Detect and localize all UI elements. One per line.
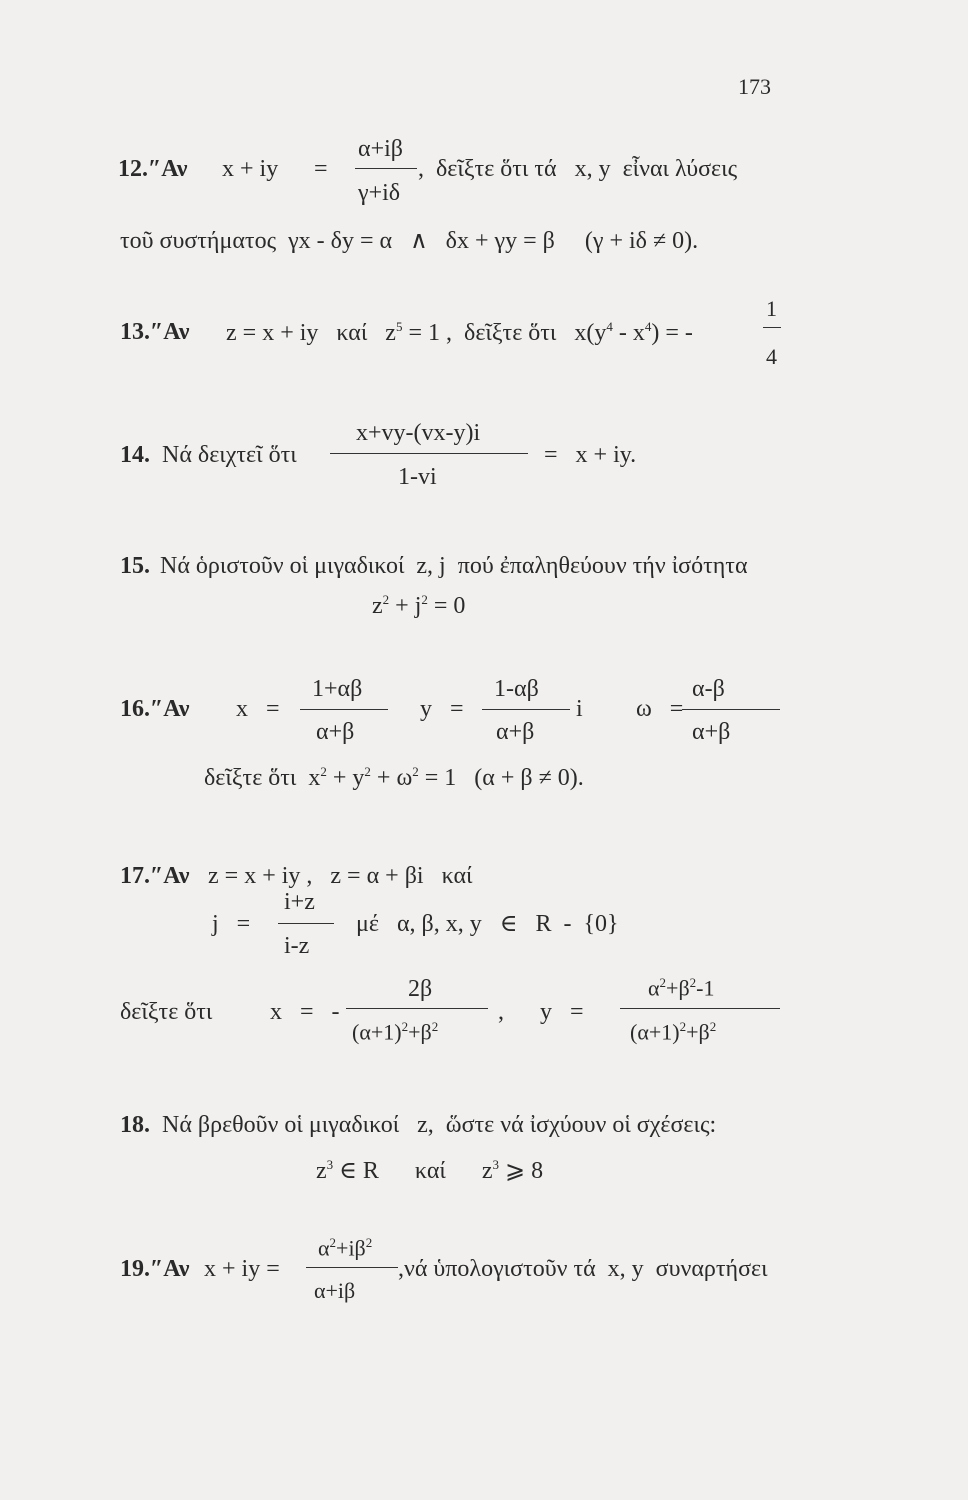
fraction-denominator: α+β (496, 719, 535, 745)
exponent: 3 (492, 1157, 499, 1172)
imaginary-unit: i (576, 696, 583, 722)
equation-part: + ω (370, 765, 413, 791)
statement-text (204, 765, 584, 790)
equation-part: = 1 , δεῖξτε ὅτι x(y (402, 320, 607, 346)
exponent: 2 (320, 764, 327, 779)
exponent: 2 (364, 764, 371, 779)
fraction-numerator: 1-αβ (494, 676, 539, 702)
fraction-denominator (630, 1020, 716, 1043)
equation-part: α (318, 1235, 330, 1261)
exponent: 2 (431, 1019, 439, 1034)
fraction-bar (346, 1008, 488, 1009)
equation-part: -1 (696, 975, 715, 1001)
condition-text (316, 1158, 543, 1183)
fraction-bar (330, 453, 528, 454)
exercise-label: 18. (120, 1112, 150, 1138)
equation-part: (α+1) (352, 1019, 402, 1045)
exponent: 2 (412, 764, 419, 779)
exponent: 2 (421, 592, 428, 607)
fraction-numerator: 2β (408, 976, 433, 1002)
fraction-denominator: i-z (284, 933, 310, 959)
system-line: τοῦ συστήματος γx - δy = α ∧ δx + γy = β (γ + iδ ≠ 0). (120, 228, 699, 254)
variable-x: x = (236, 696, 280, 722)
equation-part: +iβ (336, 1235, 366, 1261)
statement-text: Νά ὁριστοῦν οἱ μιγαδικοί z, j πού ἐπαληθεύουν τήν ἰσότητα (160, 553, 748, 579)
fraction-denominator (352, 1020, 438, 1043)
separator-comma: , (498, 999, 504, 1025)
variable-j: j = (212, 911, 251, 937)
exercise-label: 17.″Αν (120, 863, 190, 889)
fraction-numerator (318, 1236, 372, 1259)
condition-text: μέ α, β, x, y ∈ R - {0} (356, 911, 619, 937)
equation-part: ⩾ 8 (499, 1158, 544, 1184)
exponent: 2 (709, 1019, 717, 1034)
fraction-bar (355, 168, 417, 169)
exponent: 2 (329, 1235, 337, 1250)
equation-part: + j (389, 593, 422, 619)
fraction-numerator: α-β (692, 676, 725, 702)
fraction-bar (620, 1008, 780, 1009)
exponent: 2 (659, 975, 667, 990)
fraction-numerator: i+z (284, 889, 315, 915)
exponent: 5 (395, 319, 403, 334)
equation-rhs: = x + iy. (544, 442, 637, 468)
equation-part: ∈ R καί z (333, 1158, 493, 1184)
fraction-denominator: α+iβ (314, 1278, 356, 1303)
equation-lhs: x + iy (222, 156, 279, 182)
exercise-label: 12.″Αν (118, 156, 188, 182)
equals-sign: = (314, 156, 328, 182)
fraction-bar (682, 709, 780, 710)
equation-part: +β (408, 1019, 432, 1045)
equation-part: + y (326, 765, 365, 791)
exercise-label: 14. (120, 442, 150, 468)
fraction-denominator: α+β (316, 719, 355, 745)
equation-part: δεῖξτε ὅτι x (204, 765, 321, 791)
exercise-label: 13.″Αν (120, 319, 190, 345)
equation-part: z = x + iy καί z (226, 320, 396, 346)
equation-part: - x (612, 320, 645, 346)
statement-text: , δεῖξτε ὅτι τά x, y εἶναι λύσεις (418, 156, 738, 182)
fraction-denominator: α+β (692, 719, 731, 745)
fraction-numerator: x+vy-(vx-y)i (356, 420, 481, 446)
equation-part: z (372, 593, 383, 619)
fraction-numerator: 1+αβ (312, 676, 363, 702)
fraction-bar (300, 709, 388, 710)
equation-part: α (648, 975, 660, 1001)
exponent: 2 (689, 975, 697, 990)
fraction-bar (482, 709, 570, 710)
fraction-bar (278, 923, 334, 924)
equation-part: z (316, 1158, 327, 1184)
statement-text: Νά δειχτεῖ ὅτι (162, 442, 297, 468)
exponent: 2 (365, 1235, 373, 1250)
fraction-denominator: γ+iδ (358, 180, 401, 206)
fraction-bar (763, 327, 781, 328)
equation-part: +β (666, 975, 690, 1001)
statement-text: Νά βρεθοῦν οἱ μιγαδικοί z, ὥστε νά ἰσχύουν οἱ σχέσεις: (162, 1112, 717, 1138)
equation-text (226, 320, 693, 345)
exercise-label: 16.″Αν (120, 696, 190, 722)
equation-part: +β (686, 1019, 710, 1045)
equation-part: = 1 (α + β ≠ 0). (418, 765, 584, 791)
exponent: 3 (326, 1157, 334, 1172)
variable-y: y = (420, 696, 464, 722)
exponent: 2 (679, 1019, 687, 1034)
variable-x: x = - (270, 999, 340, 1025)
fraction-denominator: 4 (766, 344, 777, 369)
fraction-numerator: 1 (766, 296, 777, 321)
page-number: 173 (738, 74, 771, 99)
fraction-bar (306, 1267, 398, 1268)
statement-text: ,νά ὑπολογιστοῦν τά x, y συναρτήσει (398, 1256, 768, 1282)
exponent: 4 (644, 319, 652, 334)
statement-text: δεῖξτε ὅτι (120, 999, 213, 1025)
equation-lhs: x + iy = (204, 1256, 280, 1282)
exercise-label: 15. (120, 553, 150, 579)
given-line: z = x + iy , z = α + βi καί (208, 863, 473, 889)
variable-omega: ω = (636, 696, 684, 722)
exponent: 2 (401, 1019, 409, 1034)
fraction-numerator: α+iβ (358, 136, 403, 162)
exponent: 2 (382, 592, 390, 607)
fraction-numerator (648, 976, 714, 999)
equation-part: ) = - (651, 320, 693, 346)
equation-part: = 0 (427, 593, 466, 619)
variable-y: y = (540, 999, 584, 1025)
equation-part: (α+1) (630, 1019, 680, 1045)
equation-text (372, 593, 465, 618)
exercise-label: 19.″Αν (120, 1256, 190, 1282)
fraction-denominator: 1-vi (398, 464, 437, 490)
exponent: 4 (606, 319, 613, 334)
